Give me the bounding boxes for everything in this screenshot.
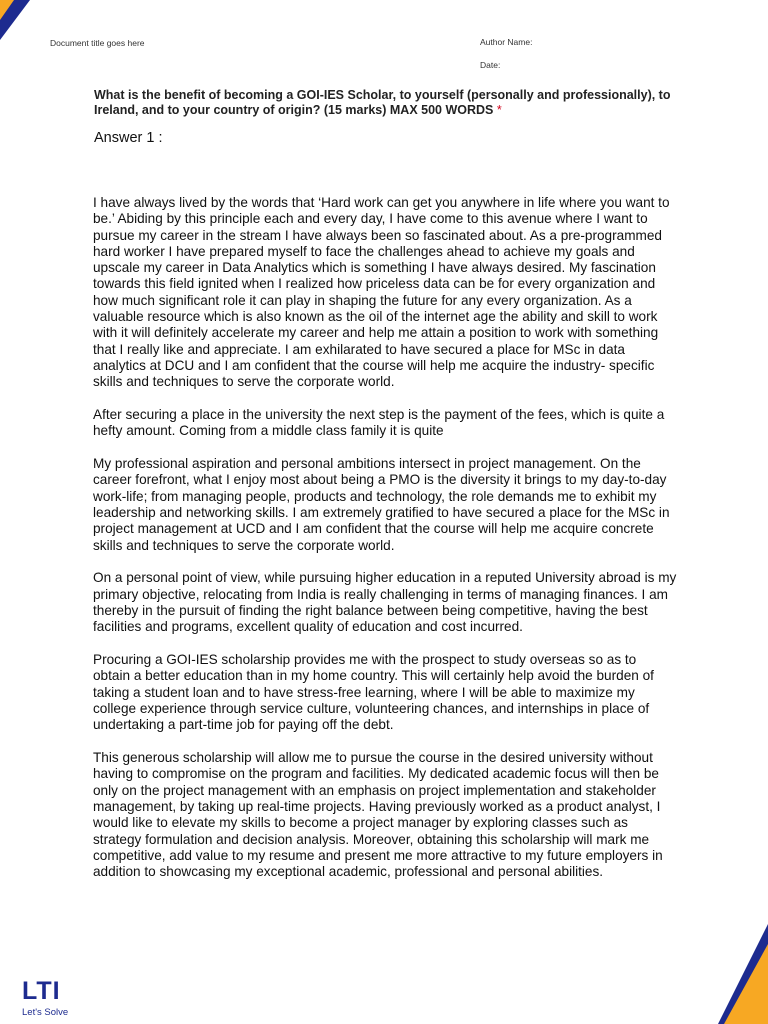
answer-paragraph: This generous scholarship will allow me to pursue the course in the desired university without having to compromise on the program and facilities. My dedicated academic focus will then be only on the project management with an emphasis on project implementation and stakeholder management, by taking up real-time projects. Having previously worked as a product analyst, I would like to elevate my skills to become a project manager by exploring classes such as strategy formulation and decision analysis. Moreover, obtaining this scholarship will mark me competitive, add value to my resume and present me more attractive to my future employers in addition to showcasing my exceptional academic, professional and personal abilities.: [93, 750, 663, 880]
date-label: Date:: [480, 60, 501, 70]
author-name-label: Author Name:: [480, 37, 533, 47]
corner-decoration-bottom-right: [718, 924, 768, 1024]
answer-paragraph: Procuring a GOI-IES scholarship provides me with the prospect to study overseas so as to obtain a better education than in my home country. This will certainly help avoid the burden of taking a student loan and to have stress-free learning, where I will be able to maximize my college experience through service culture, volunteering chances, and internships in place of undertaking a part-time job for paying off the debt.: [93, 652, 654, 733]
answer-label: Answer 1 :: [94, 130, 163, 146]
answer-paragraph: After securing a place in the university the next step is the payment of the fees, which is quite a hefty amount. Coming from a middle class family it is quite: [93, 407, 665, 439]
lti-logo: [22, 979, 68, 1018]
logo-tagline: Let's Solve: [22, 1007, 69, 1018]
document-title: Document title goes here: [50, 38, 145, 48]
question-text: What is the benefit of becoming a GOI-IES Scholar, to yourself (personally and professionally), to Ireland, and to your country of origin? (15 marks) MAX 500 WORDS: [94, 88, 671, 117]
question-heading: [94, 88, 674, 118]
required-marker: *: [496, 103, 502, 117]
answer-paragraph: I have always lived by the words that ‘Hard work can get you anywhere in life where you want to be.’ Abiding by this principle each and every day, I have come to this avenue where I want to pursue my career in the stream I have always been so fascinated about. As a pre-programmed hard worker I have prepared myself to face the challenges ahead to achieve my goals and upscale my career in Data Analytics which is something I have always desired. My fascination towards this field ignited when I realized how priceless data can be for every organization and how much significant role it can play in shaping the future for any every organization. As a valuable resource which is also known as the oil of the internet age the ability and skill to work with it will definitely accelerate my career and help me attain a position to work with something that I really like and appreciate. I am exhilarated to have secured a place for MSc in data analytics at DCU and I am confident that the course will help me acquire the industry- specific skills and techniques to serve the corporate world.: [93, 195, 670, 390]
answer-paragraph: My professional aspiration and personal ambitions intersect in project management. On the career forefront, what I enjoy most about being a PMO is the diversity it brings to my day-to-day work-life; from managing people, products and technology, the role demands me to exhibit my leadership and networking skills. I am extremely gratified to have secured a place for the MSc in project management at UCD and I am confident that the course will help me acquire concrete skills and techniques to serve the corporate world.: [93, 456, 670, 553]
answer-body: [93, 195, 677, 897]
answer-paragraph: On a personal point of view, while pursuing higher education in a reputed University abroad is my primary objective, relocating from India is really challenging in terms of managing finances. I am thereby in the pursuit of finding the right balance between being competitive, having the best facilities and programs, excellent quality of education and cost incurred.: [93, 570, 677, 635]
logo-mark: LTI: [22, 977, 61, 1005]
corner-decoration-top-left: [0, 0, 30, 40]
